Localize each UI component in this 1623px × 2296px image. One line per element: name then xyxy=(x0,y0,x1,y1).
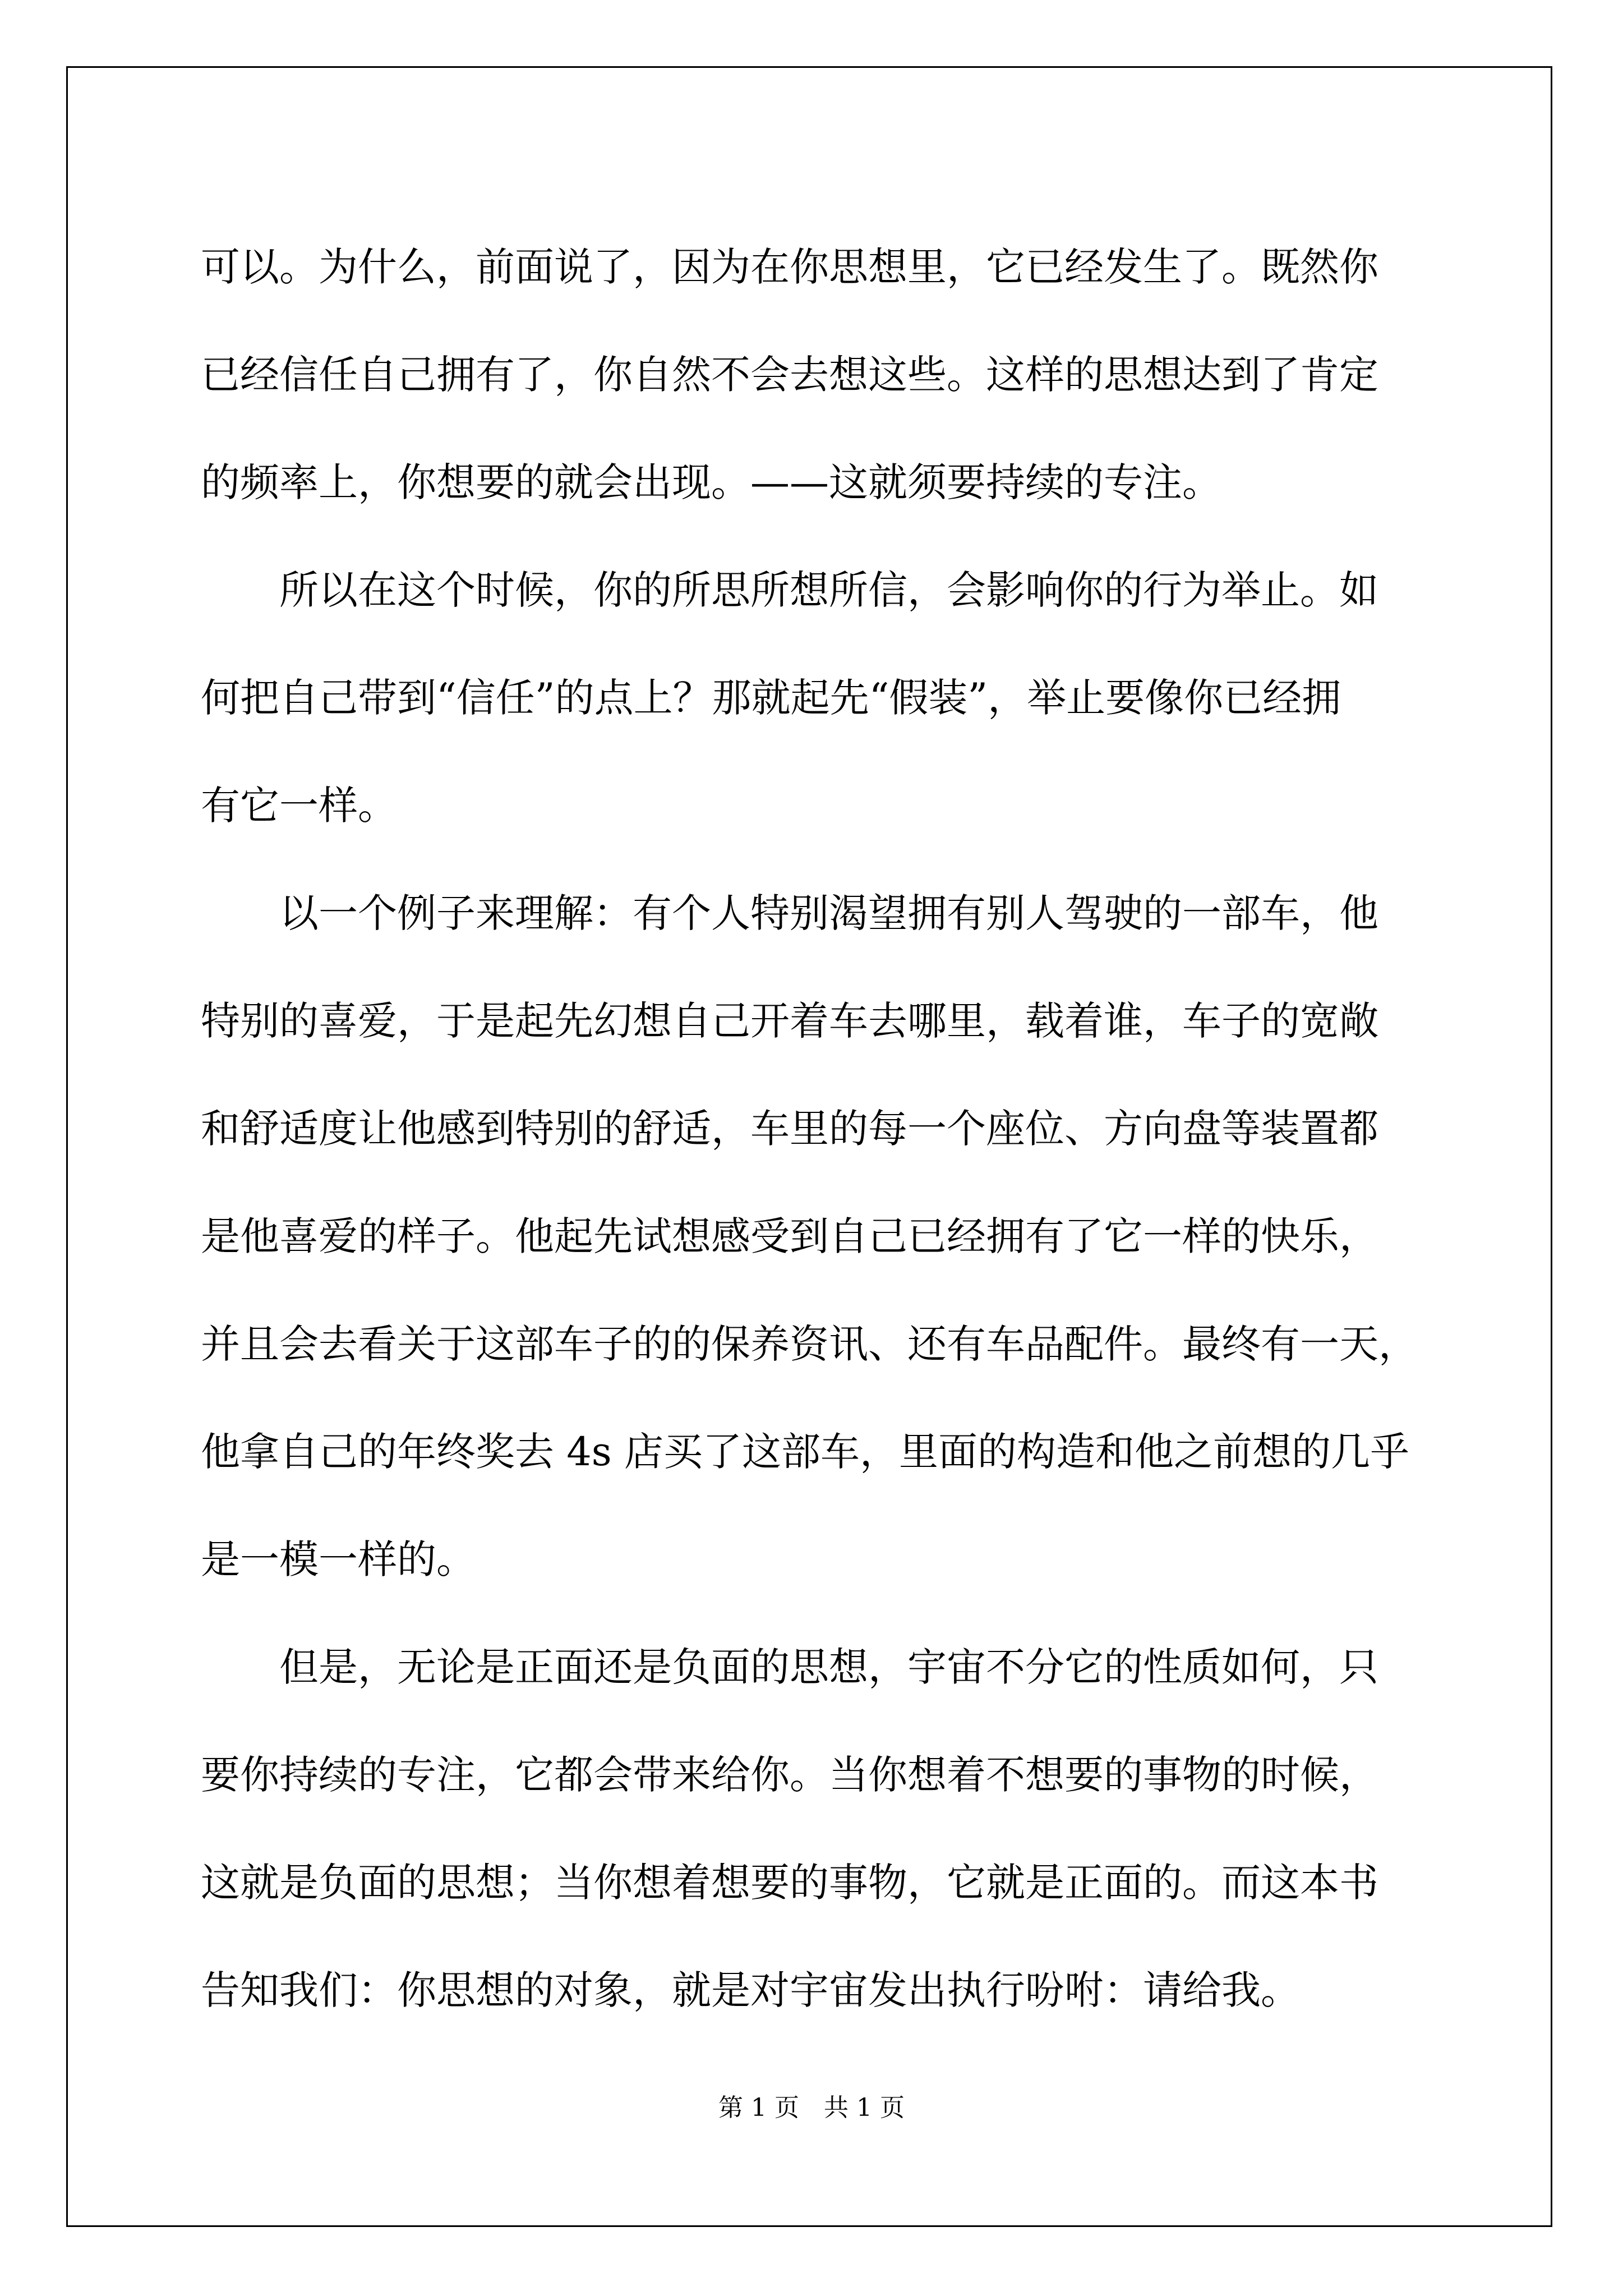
document-body xyxy=(201,213,1435,2044)
page-number-total: 共 1 页 xyxy=(824,2093,905,2122)
text-line: 何把自己带到“信任”的点上？那就起先“假装”，举止要像你已经拥 xyxy=(201,675,1341,721)
text-line: 特别的喜爱，于是起先幻想自己开着车去哪里，载着谁，车子的宽敞 xyxy=(201,998,1378,1044)
page-number-current: 第 1 页 xyxy=(718,2093,799,2122)
text-line: 的频率上，你想要的就会出现。——这就须要持续的专注。 xyxy=(201,459,1221,505)
text-line: 可以。为什么，前面说了，因为在你思想里，它已经发生了。既然你 xyxy=(201,244,1378,290)
paragraph-first-line: 但是，无论是正面还是负面的思想，宇宙不分它的性质如何，只 xyxy=(279,1644,1378,1690)
text-line: 告知我们：你思想的对象，就是对宇宙发出执行吩咐：请给我。 xyxy=(201,1967,1300,2013)
text-line: 并且会去看关于这部车子的的保养资讯、还有车品配件。最终有一天， xyxy=(201,1321,1418,1367)
text-line: 有它一样。 xyxy=(201,783,397,829)
page-footer xyxy=(0,2091,1623,2125)
text-line: 是一模一样的。 xyxy=(201,1536,476,1582)
paragraph-first-line: 以一个例子来理解：有个人特别渴望拥有别人驾驶的一部车，他 xyxy=(279,890,1378,936)
text-line: 他拿自己的年终奖去 4s 店买了这部车，里面的构造和他之前想的几乎 xyxy=(201,1429,1409,1475)
text-line: 和舒适度让他感到特别的舒适，车里的每一个座位、方向盘等装置都 xyxy=(201,1106,1378,1152)
text-line: 这就是负面的思想；当你想着想要的事物，它就是正面的。而这本书 xyxy=(201,1860,1378,1906)
text-line: 要你持续的专注，它都会带来给你。当你想着不想要的事物的时候， xyxy=(201,1752,1378,1798)
paragraph-first-line: 所以在这个时候，你的所思所想所信，会影响你的行为举止。如 xyxy=(279,567,1378,613)
text-line: 已经信任自己拥有了，你自然不会去想这些。这样的思想达到了肯定 xyxy=(201,352,1378,398)
text-line: 是他喜爱的样子。他起先试想感受到自己已经拥有了它一样的快乐， xyxy=(201,1213,1378,1259)
